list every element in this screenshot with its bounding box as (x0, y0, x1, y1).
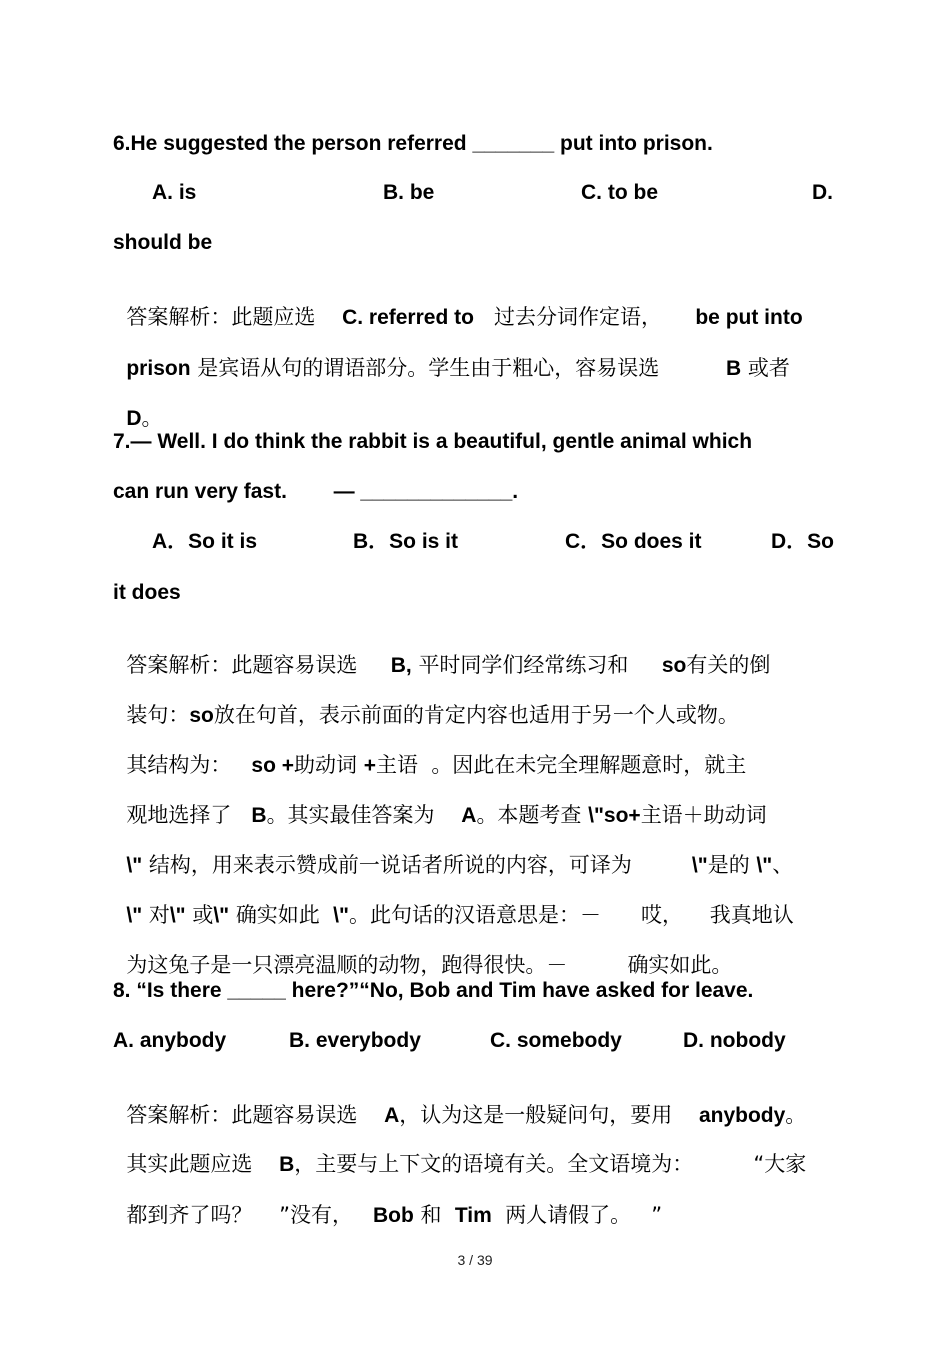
q6-option-d-cont: should be (113, 231, 213, 254)
q7-option-b: B．So is it (353, 530, 459, 553)
q7-analysis-line-3: 其结构为： so +助动词 +主语 。因此在未完全理解题意时，就主 (126, 753, 747, 777)
q7-analysis-line-4: 观地选择了 B。其实最佳答案为 A。本题考查 \"so+主语＋助动词 (126, 803, 767, 827)
q8-option-c: C. somebody (490, 1029, 622, 1052)
q6-analysis-line-3: D。 (126, 406, 163, 430)
q8-analysis-line-3: 都到齐了吗？ ”没有， Bob 和 Tim 两人请假了。 ” (126, 1203, 663, 1227)
q8-analysis-line-2: 其实此题应选 B，主要与上下文的语境有关。全文语境为： “大家 (126, 1152, 807, 1176)
q6-option-a: A. is (152, 181, 197, 204)
q8-analysis-line-1: 答案解析：此题容易误选 A，认为这是一般疑问句，要用 anybody。 (126, 1103, 807, 1127)
q7-option-d: D．So (771, 530, 834, 553)
q7-analysis-line-6: \" 对\" 或\" 确实如此 \"。此句话的汉语意思是：－ 哎， 我真地认 (126, 903, 794, 927)
q6-option-c: C. to be (581, 181, 658, 204)
q7-analysis-line-7: 为这兔子是一只漂亮温顺的动物，跑得很快。－ 确实如此。 (126, 953, 733, 977)
q7-option-d-cont: it does (113, 581, 181, 604)
q8-option-a: A. anybody (113, 1029, 227, 1052)
q8-option-d: D. nobody (683, 1029, 786, 1052)
q6-analysis-line-1: 答案解析：此题应选 C. referred to 过去分词作定语， be put into (126, 305, 803, 329)
question-7-stem-1: 7.— Well. I do think the rabbit is a beautiful, gentle animal which (113, 430, 753, 453)
q7-analysis-line-5: \" 结构，用来表示赞成前一说话者所说的内容，可译为 \"是的 \"、 (126, 853, 794, 877)
q8-option-b: B. everybody (289, 1029, 421, 1052)
q6-analysis-line-2: prison 是宾语从句的谓语部分。学生由于粗心，容易误选 B 或者 (126, 356, 790, 380)
question-7-stem-2: can run very fast. — _____________. (113, 480, 519, 503)
question-8-stem: 8. “Is there _____ here?”“No, Bob and Tim have asked for leave. (113, 979, 754, 1002)
page-number: 3 / 39 (457, 1252, 493, 1268)
q7-option-a: A．So it is (152, 530, 258, 553)
q7-analysis-line-2: 装句：so放在句首，表示前面的肯定内容也适用于另一个人或物。 (126, 703, 739, 727)
q7-analysis-line-1: 答案解析：此题容易误选 B, 平时同学们经常练习和 so有关的倒 (126, 653, 771, 677)
question-6-stem: 6.He suggested the person referred _______ put into prison. (113, 132, 713, 155)
q7-option-c: C．So does it (565, 530, 702, 553)
q6-option-b: B. be (383, 181, 435, 204)
q6-option-d: D. (812, 181, 833, 204)
